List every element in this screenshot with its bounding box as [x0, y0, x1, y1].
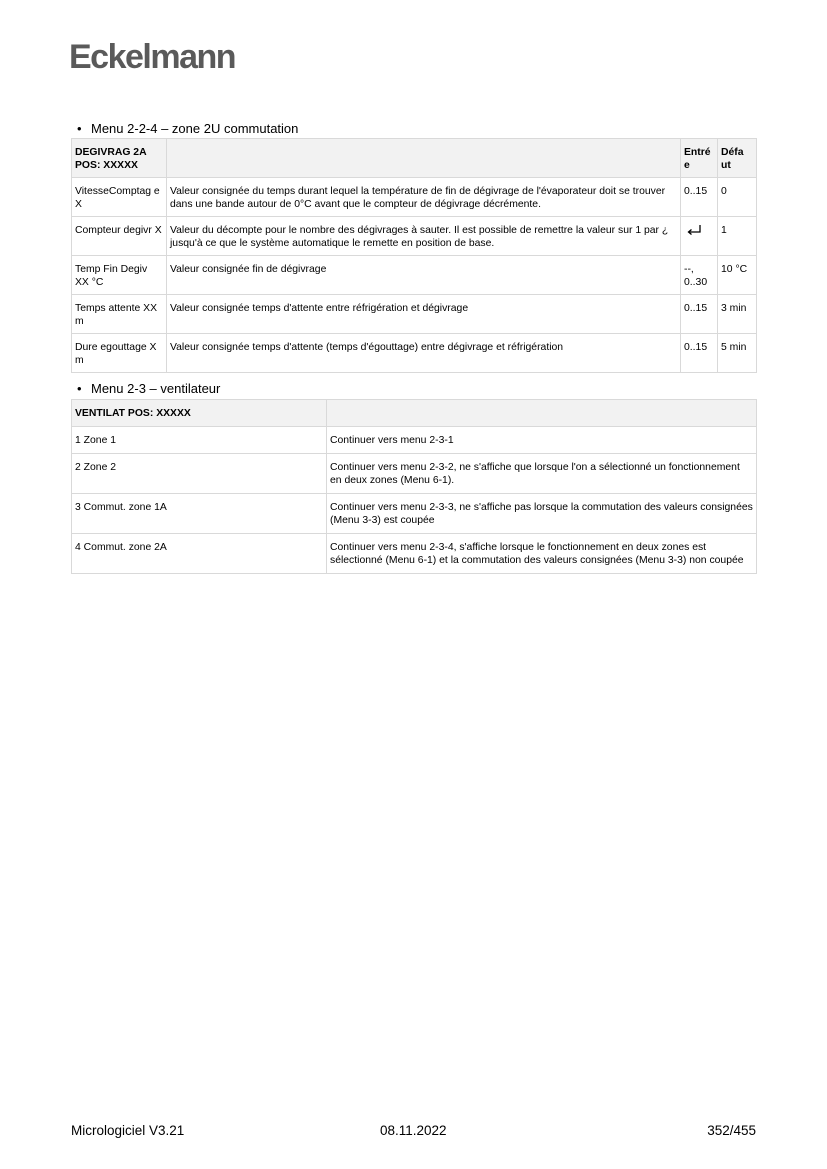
- bullet: •: [77, 121, 82, 136]
- header-description: [167, 139, 681, 178]
- menu-2-2-4-table: [71, 138, 757, 373]
- param-name: Dure egouttage X m: [72, 334, 167, 373]
- table-row: [72, 534, 757, 574]
- footer-firmware-version: Micrologiciel V3.21: [71, 1123, 185, 1138]
- param-name: Temp Fin Degiv XX °C: [72, 256, 167, 295]
- section-title-menu-2-3: [77, 381, 220, 396]
- param-description: Valeur consignée du temps durant lequel la température de fin de dégivrage de l'évaporateur doit se trouver dans une bande autour de 0°C avant que le compteur de dégivrage décrémente.: [167, 178, 681, 217]
- param-entry: --, 0..30: [681, 256, 718, 295]
- submenu-name: 1 Zone 1: [72, 427, 327, 454]
- table-row: [72, 256, 757, 295]
- param-entry: 0..15: [681, 334, 718, 373]
- table-header-row: [72, 400, 757, 427]
- param-default: 1: [718, 217, 757, 256]
- footer-date: 08.11.2022: [380, 1123, 447, 1138]
- bullet: •: [77, 381, 82, 396]
- param-name: VitesseComptag e X: [72, 178, 167, 217]
- section-title-text: Menu 2-2-4 – zone 2U commutation: [91, 121, 299, 136]
- param-description: Valeur consignée temps d'attente entre réfrigération et dégivrage: [167, 295, 681, 334]
- submenu-name: 2 Zone 2: [72, 454, 327, 494]
- submenu-name: 4 Commut. zone 2A: [72, 534, 327, 574]
- submenu-description: Continuer vers menu 2-3-2, ne s'affiche que lorsque l'on a sélectionné un fonctionnement en deux zones (Menu 6-1).: [327, 454, 757, 494]
- header-menu-name: DEGIVRAG 2A POS: XXXXX: [72, 139, 167, 178]
- table-row: [72, 334, 757, 373]
- header-default: Défa ut: [718, 139, 757, 178]
- param-default: 5 min: [718, 334, 757, 373]
- section-title-text: Menu 2-3 – ventilateur: [91, 381, 221, 396]
- footer-page-number: 352/455: [707, 1123, 756, 1138]
- table-row: [72, 494, 757, 534]
- table-row: [72, 178, 757, 217]
- param-default: 0: [718, 178, 757, 217]
- table-row: [72, 427, 757, 454]
- menu-2-3-table: [71, 399, 757, 574]
- param-default: 3 min: [718, 295, 757, 334]
- company-logo: Eckelmann: [69, 38, 236, 76]
- submenu-description: Continuer vers menu 2-3-1: [327, 427, 757, 454]
- submenu-description: Continuer vers menu 2-3-3, ne s'affiche pas lorsque la commutation des valeurs consignées (Menu 3-3) est coupée: [327, 494, 757, 534]
- param-name: Temps attente XX m: [72, 295, 167, 334]
- param-entry: 0..15: [681, 295, 718, 334]
- submenu-name: 3 Commut. zone 1A: [72, 494, 327, 534]
- table-header-row: [72, 139, 757, 178]
- enter-key-icon: [686, 224, 702, 236]
- param-description: Valeur consignée fin de dégivrage: [167, 256, 681, 295]
- table-row: [72, 217, 757, 256]
- param-entry: 0..15: [681, 178, 718, 217]
- section-title-menu-2-2-4: [77, 121, 298, 136]
- param-entry: [681, 217, 718, 256]
- header-description: [327, 400, 757, 427]
- submenu-description: Continuer vers menu 2-3-4, s'affiche lorsque le fonctionnement en deux zones est sélectionné (Menu 6-1) et la commutation des valeurs consignées (Menu 3-3) non coupée: [327, 534, 757, 574]
- table-row: [72, 295, 757, 334]
- table-row: [72, 454, 757, 494]
- header-menu-name: VENTILAT POS: XXXXX: [72, 400, 327, 427]
- param-default: 10 °C: [718, 256, 757, 295]
- param-description: Valeur du décompte pour le nombre des dégivrages à sauter. Il est possible de remettre la valeur sur 1 par ¿ jusqu'à ce que le système automatique le remette en position de base.: [167, 217, 681, 256]
- param-description: Valeur consignée temps d'attente (temps d'égouttage) entre dégivrage et réfrigération: [167, 334, 681, 373]
- header-entry: Entré e: [681, 139, 718, 178]
- param-name: Compteur degivr X: [72, 217, 167, 256]
